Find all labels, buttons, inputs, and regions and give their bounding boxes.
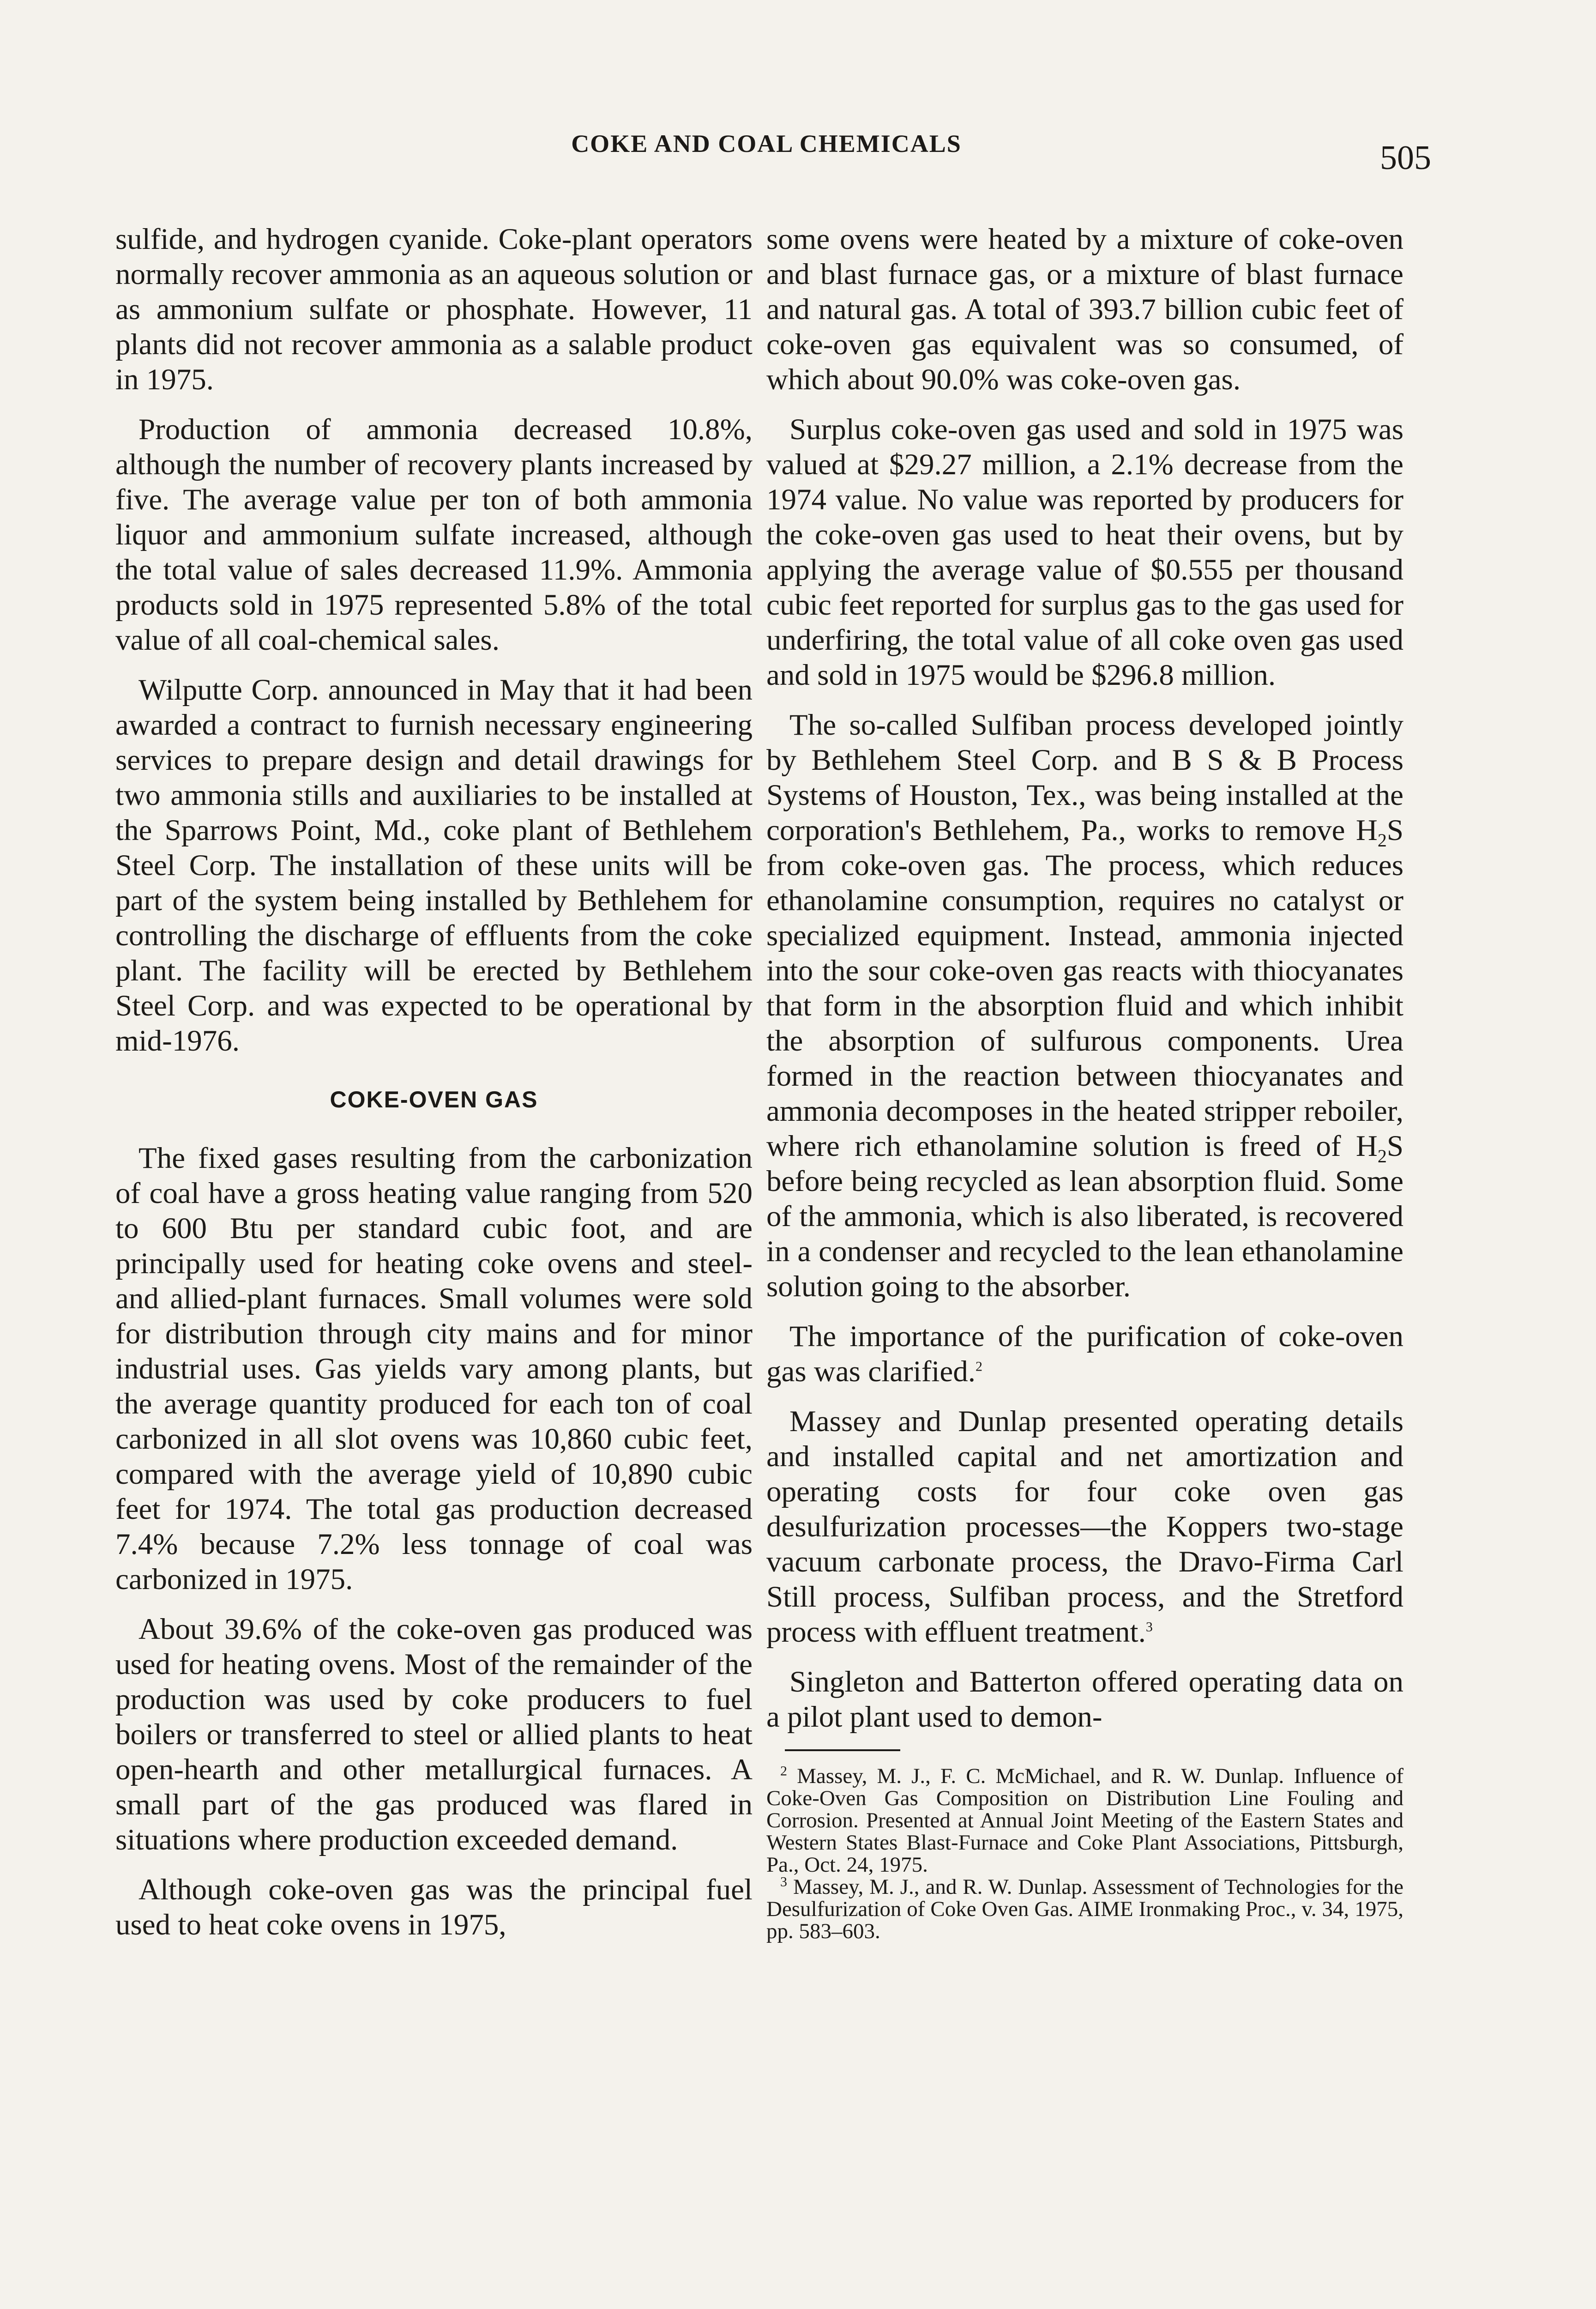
footnote: $^2$ Massey, M. J., F. C. McMichael, and R. W. Dunlap. Influence of Coke-Oven Gas Composition on Distribution Line Fouling and Corrosion. Presented at Annual Joint Meeting of the Eastern States and Western States Blast-Furnace and Coke Plant Associations, Pittsburgh, Pa., Oct. 24, 1975. [766,1763,1404,1877]
paragraph: Surplus coke-oven gas used and sold in 1975 was valued at $29.27 million, a 2.1% decrease from the 1974 value. No value was reported by producers for the coke-oven gas used to heat their ovens, but by applying the average value of $0.555 per thousand cubic feet reported for surplus gas to the gas used for underfiring, the total value of all coke oven gas used and sold in 1975 would be $296.8 million. [766,413,1403,692]
footnote: $^3$ Massey, M. J., and R. W. Dunlap. Assessment of Technologies for the Desulfurization of Coke Oven Gas. AIME Ironmaking Proc., v. 34, 1975, pp. 583–603. [766,1874,1403,1943]
footnote-reference[interactable]: 2 [976,1359,983,1374]
section-heading: COKE-OVEN GAS [330,1087,538,1112]
right-column [766,222,1403,1942]
paragraph: About 39.6% of the coke-oven gas produced was used for heating ovens. Most of the remainder of the production was used by coke producers to fuel boilers or transferred to steel or allied plants to heat open-hearth and other metallurgical furnaces. A small part of the gas produced was flared in situations where production exceeded demand. [115,1613,753,1856]
subscript: 2 [1377,1146,1387,1167]
paragraph: sulfide, and hydrogen cyanide. Coke-plant operators normally recover ammonia as an aqueous solution or as ammonium sulfate or phosphate. However, 11 plants did not recover ammonia as a salable product in 1975. [115,223,753,396]
paragraph: Singleton and Batterton offered operating data on a pilot plant used to demon- [766,1665,1403,1734]
paragraph: Wilputte Corp. announced in May that it had been awarded a contract to furnish necessary engineering services to prepare design and detail drawings for two ammonia stills and auxiliaries to be installed at the Sparrows Point, Md., coke plant of Bethlehem Steel Corp. The installation of these units will be part of the system being installed by Bethlehem for controlling the discharge of effluents from the coke plant. The facility will be erected by Bethlehem Steel Corp. and was expected to be operational by mid-1976. [115,673,753,1058]
paragraph: Production of ammonia decreased 10.8%, although the number of recovery plants increased by five. The average value per ton of both ammonia liquor and ammonium sulfate increased, although the total value of sales decreased 11.9%. Ammonia products sold in 1975 represented 5.8% of the total value of all coal-chemical sales. [115,413,753,657]
paragraph: Massey and Dunlap presented operating details and installed capital and net amortization and operating costs for four coke oven gas desulfurization processes—the Koppers two-stage vacuum carbonate process, the Dravo-Firma Carl Still process, Sulfiban process, and the Stretford process with effluent treatment.$^3$ [766,1405,1403,1649]
paragraph: Although coke-oven gas was the principal fuel used to heat coke ovens in 1975, [115,1873,753,1941]
page-number: 505 [1380,139,1431,177]
footnote-divider [785,1749,900,1751]
footnote-reference[interactable]: 3 [1145,1619,1153,1635]
left-column [115,222,753,1957]
subscript: 2 [1377,830,1387,851]
running-head: COKE AND COAL CHEMICALS [571,130,962,157]
paragraph: The fixed gases resulting from the carbonization of coal have a gross heating value ranging from 520 to 600 Btu per standard cubic foot, and are principally used for heating coke ovens and steel- and allied-plant furnaces. Small volumes were sold for distribution through city mains and for minor industrial uses. Gas yields vary among plants, but the average quantity produced for each ton of coal carbonized in all slot ovens was 10,860 cubic feet, compared with the average yield of 10,890 cubic feet for 1974. The total gas production decreased 7.4% because 7.2% less tonnage of coal was carbonized in 1975. [115,1142,753,1596]
paragraph: The so-called Sulfiban process developed jointly by Bethlehem Steel Corp. and B S & B Process Systems of Houston, Tex., was being installed at the corporation's Bethlehem, Pa., works to remove $H_2S$ from coke-oven gas. The process, which reduces ethanolamine consumption, requires no catalyst or specialized equipment. Instead, ammonia injected into the sour coke-oven gas reacts with thiocyanates that form in the absorption fluid and which inhibit the absorption of sulfurous components. Urea formed in the reaction between thiocyanates and ammonia decomposes in the heated stripper reboiler, where rich ethanolamine solution is freed of $H_2S$ before being recycled as lean absorption fluid. Some of the ammonia, which is also liberated, is recovered in a condenser and recycled to the lean ethanolamine solution going to the absorber. [766,708,1403,1303]
paragraph: The importance of the purification of coke-oven gas was clarified.$^2$ [766,1320,1403,1388]
paragraph: some ovens were heated by a mixture of coke-oven and blast furnace gas, or a mixture of blast furnace and natural gas. A total of 393.7 billion cubic feet of coke-oven gas equivalent was so consumed, of which about 90.0% was coke-oven gas. [766,223,1403,396]
